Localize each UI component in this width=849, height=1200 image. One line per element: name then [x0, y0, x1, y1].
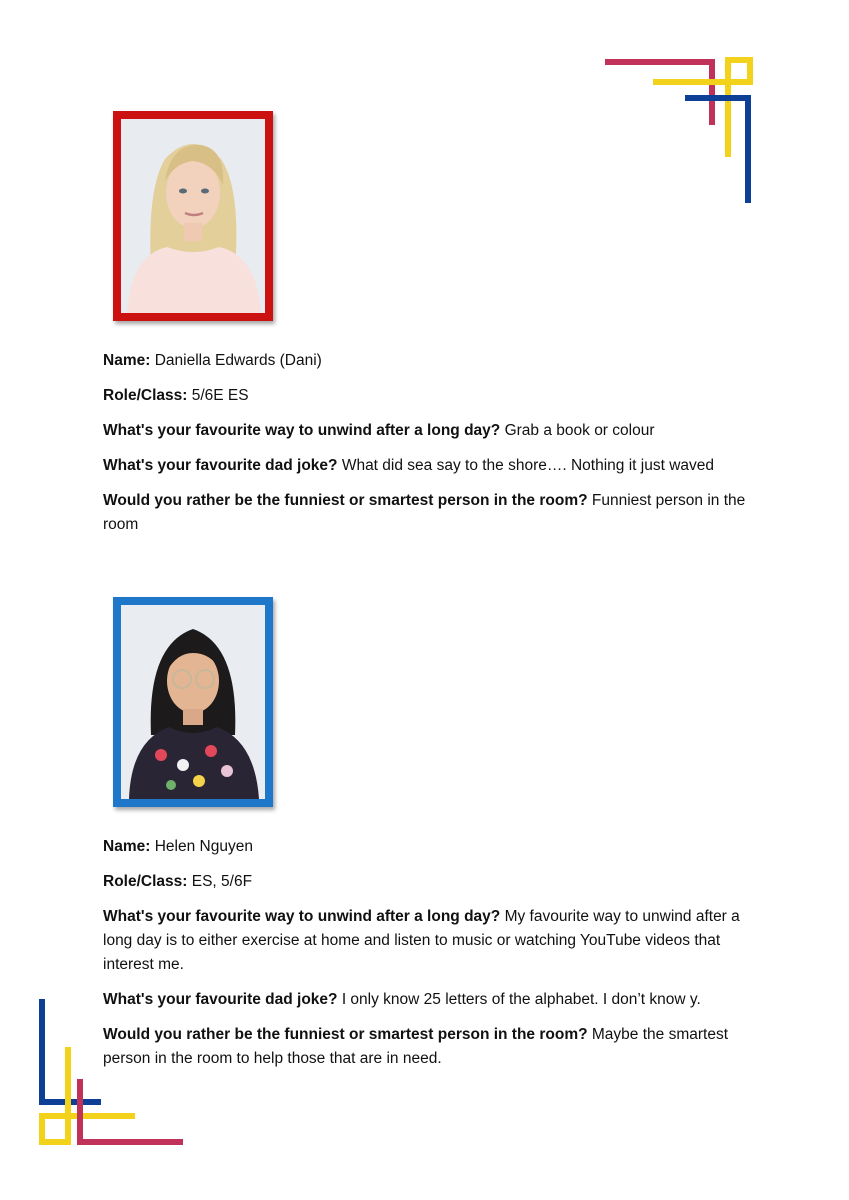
joke-line: What's your favourite dad joke? What did sea say to the shore…. Nothing it just waved [103, 457, 715, 474]
portrait-photo [113, 111, 273, 321]
role-value: 5/6E ES [191, 387, 249, 404]
rather-line: Would you rather be the funniest or smartest person in the room? Maybe the smartest person in the room to help those that are in need. [103, 1026, 728, 1067]
rather-answer: Funniest person in the room [103, 492, 746, 533]
joke-line: What's your favourite dad joke? I only know 25 letters of the alphabet. I don’t know y. [103, 991, 701, 1008]
rather-line: Would you rather be the funniest or smartest person in the room? Funniest person in the room [103, 492, 746, 533]
unwind-answer: My favourite way to unwind after a long day is to either exercise at home and listen to music or watching YouTube videos that interest me. [103, 908, 740, 973]
joke-answer: What did sea say to the shore…. Nothing it just waved [341, 457, 715, 474]
name-value: Daniella Edwards (Dani) [154, 352, 322, 369]
name-line: Name: Helen Nguyen [103, 838, 253, 855]
unwind-answer: Grab a book or colour [504, 422, 655, 439]
role-line: Role/Class: 5/6E ES [103, 387, 249, 404]
name-line: Name: Daniella Edwards (Dani) [103, 352, 322, 369]
rather-answer: Maybe the smartest person in the room to help those that are in need. [103, 1026, 728, 1067]
joke-answer: I only know 25 letters of the alphabet. I don’t know y. [341, 991, 701, 1008]
role-value: ES, 5/6F [191, 873, 253, 890]
unwind-line: What's your favourite way to unwind after a long day? Grab a book or colour [103, 422, 655, 439]
corner-ornament-icon [600, 50, 760, 210]
portrait-photo [113, 597, 273, 807]
role-line: Role/Class: ES, 5/6F [103, 873, 253, 890]
corner-ornament-icon [34, 994, 190, 1154]
profile-helen [103, 835, 753, 1082]
profile-daniella [103, 349, 753, 548]
name-value: Helen Nguyen [154, 838, 253, 855]
unwind-line: What's your favourite way to unwind after a long day? My favourite way to unwind after a long day is to either exercise at home and listen to music or watching YouTube videos that interest me. [103, 908, 740, 973]
